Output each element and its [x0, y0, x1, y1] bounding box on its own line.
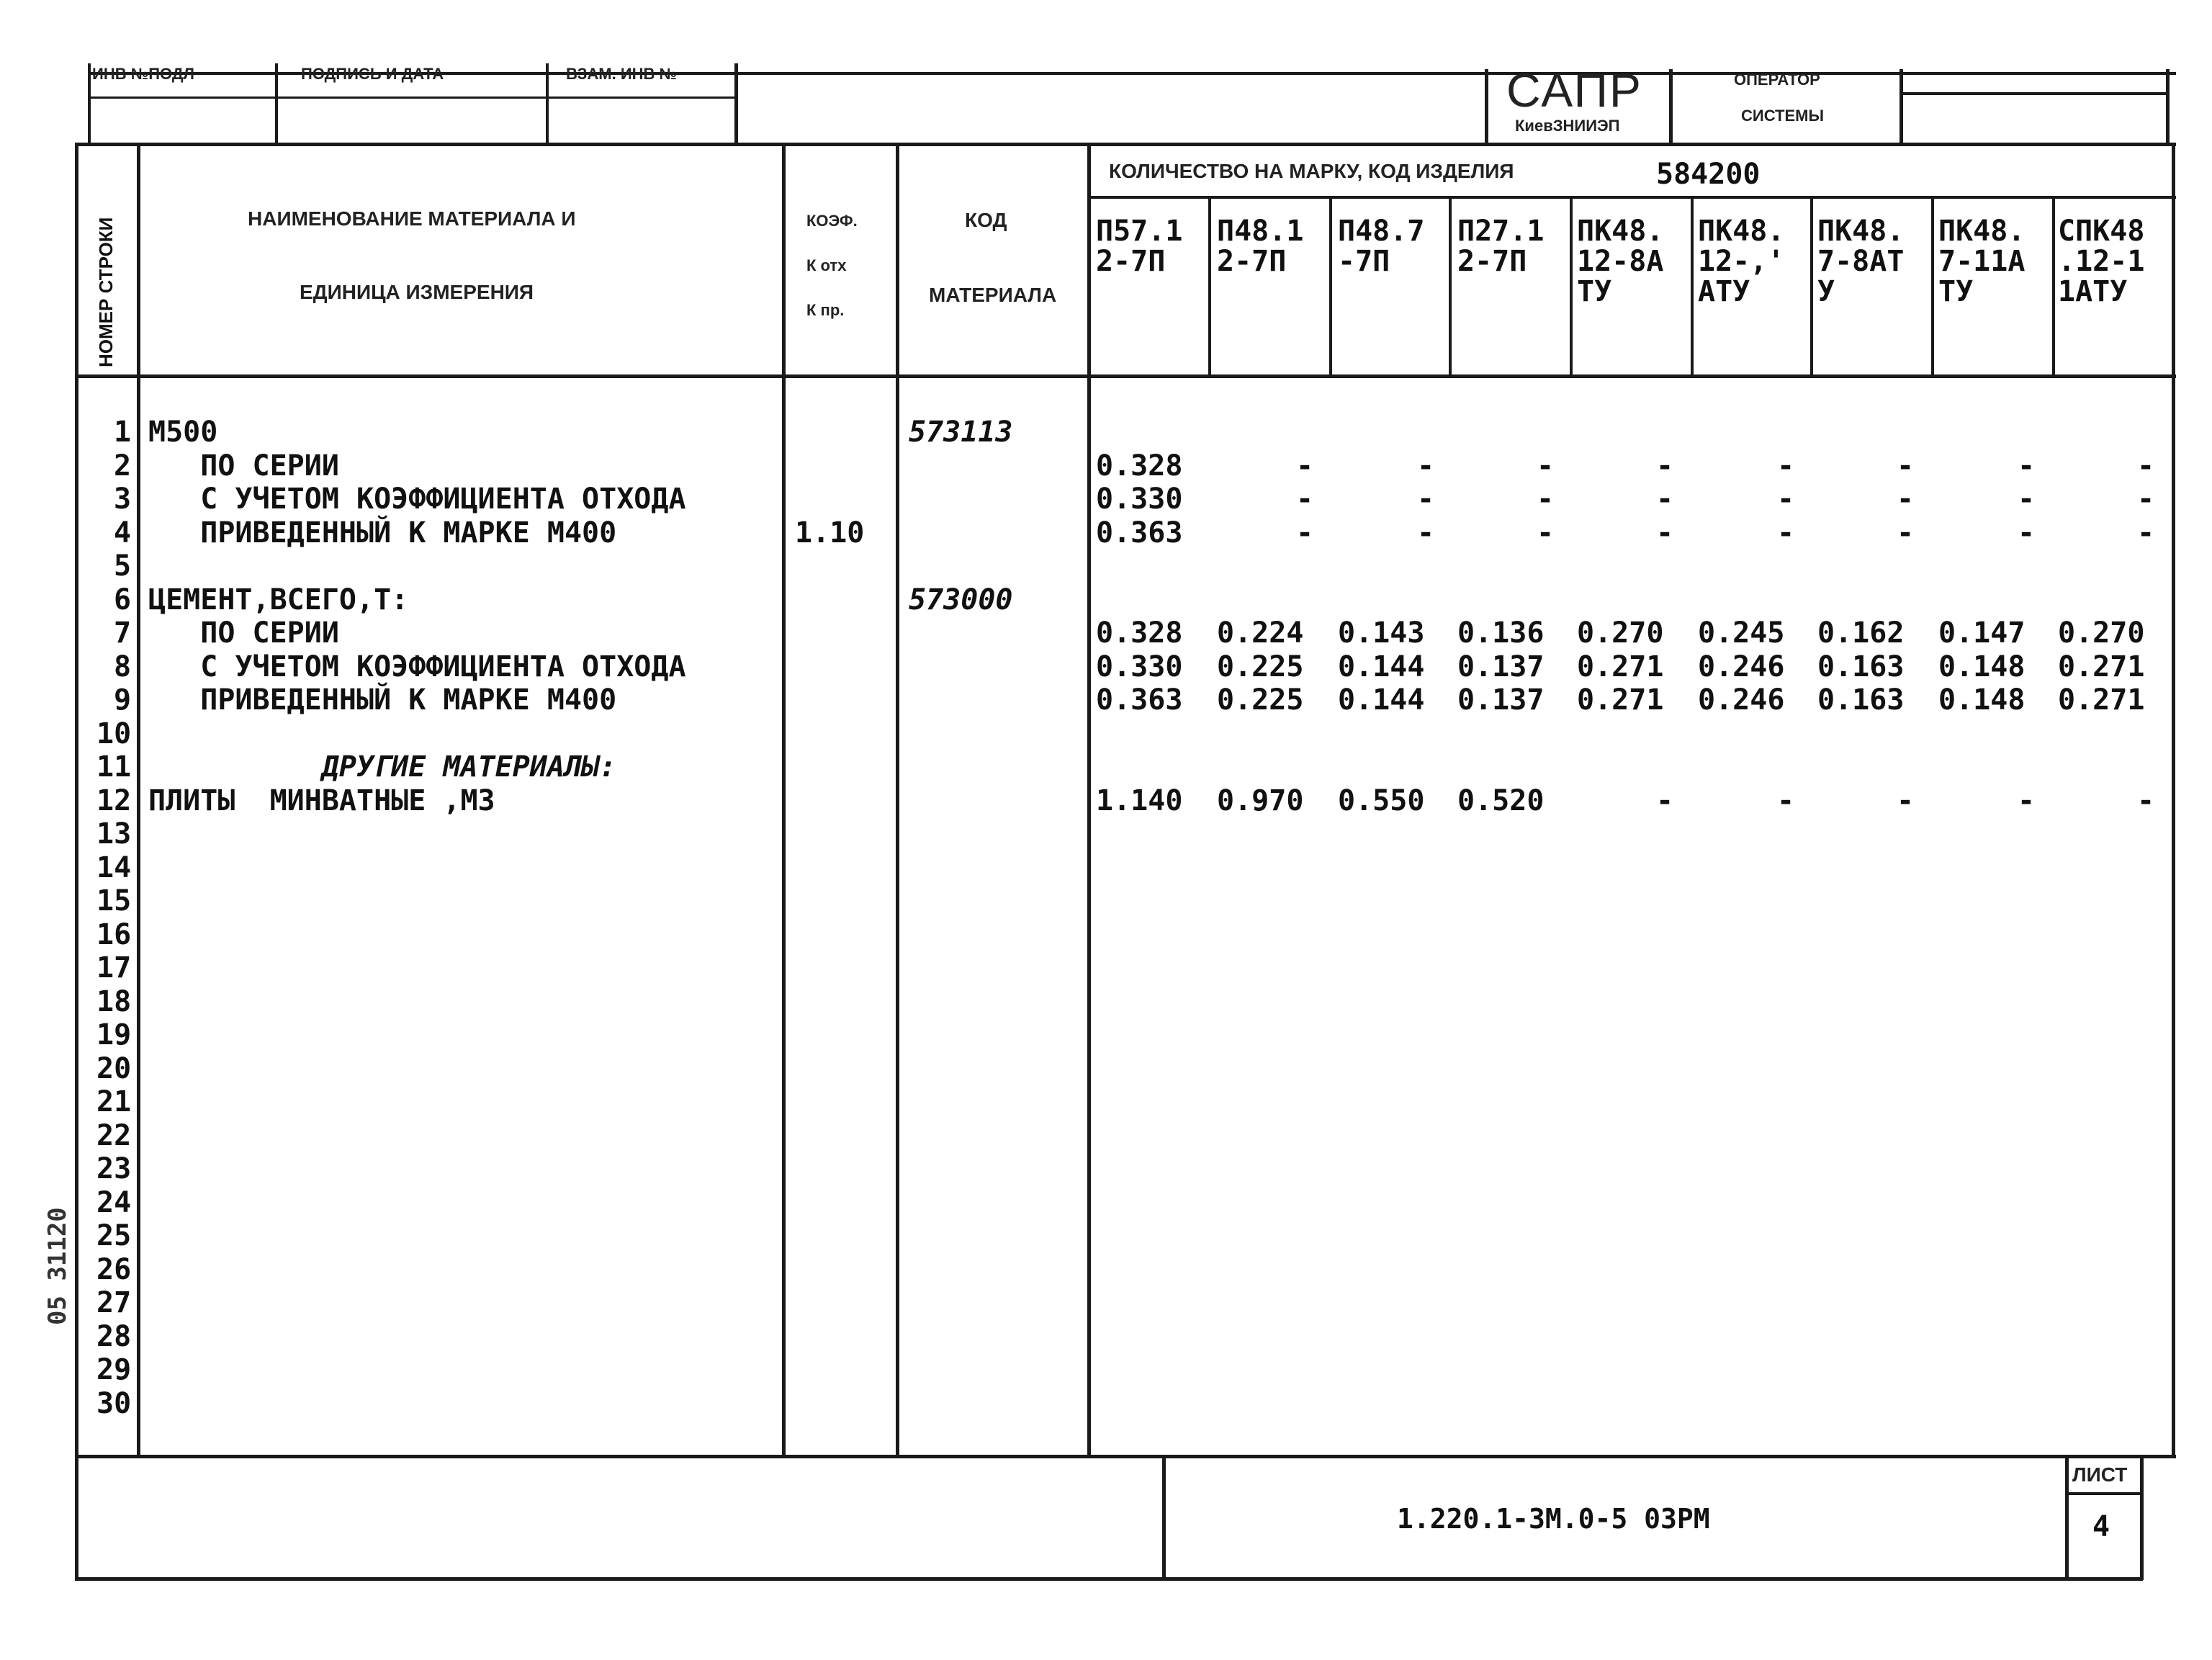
quantity-cell: - [2018, 516, 2036, 549]
brand-header: СПК48 .12-1 1АТУ [2058, 215, 2145, 308]
row-number: 28 [96, 1319, 132, 1353]
header-quantity-label: КОЛИЧЕСТВО НА МАРКУ, КОД ИЗДЕЛИЯ [1109, 160, 1514, 182]
stamp-vzam-inv: ВЗАМ. ИНВ № [566, 65, 678, 83]
header-row-number: НОМЕР СТРОКИ [95, 217, 117, 367]
quantity-cell: 0.246 [1698, 650, 1785, 683]
material-name: С УЧЕТОМ КОЭФФИЦИЕНТА ОТХОДА [148, 650, 686, 683]
brand-header: П27.1 2-7П [1457, 215, 1545, 278]
material-name: ДРУГИЕ МАТЕРИАЛЫ: [148, 750, 617, 784]
quantity-cell: - [1777, 483, 1795, 516]
brand-header: П48.7 -7П [1338, 215, 1425, 278]
quantity-cell: 0.271 [2058, 650, 2145, 683]
stamp-org: КиевЗНИИЭП [1515, 117, 1620, 135]
material-code: 573000 [909, 583, 1013, 616]
quantity-cell: 0.970 [1217, 784, 1304, 817]
quantity-cell: 0.328 [1096, 449, 1183, 483]
koef-value: 1.10 [795, 516, 865, 549]
quantity-cell: 0.271 [1577, 683, 1664, 717]
header-product-code: 584200 [1656, 158, 1761, 191]
row-number: 19 [96, 1018, 132, 1051]
stamp-systems: СИСТЕМЫ [1741, 107, 1825, 125]
sapr-logo: САПР [1506, 63, 1642, 117]
quantity-cell: - [1656, 516, 1674, 549]
row-number: 3 [114, 483, 132, 516]
quantity-cell: - [1417, 449, 1435, 483]
margin-note: 05 31120 [43, 1207, 72, 1325]
material-name: ПРИВЕДЕННЫЙ К МАРКЕ М400 [148, 683, 617, 717]
brand-header: П57.1 2-7П [1096, 215, 1183, 278]
quantity-cell: 0.271 [2058, 683, 2145, 717]
material-name: ПО СЕРИИ [148, 616, 339, 650]
document-code: 1.220.1-3М.0-5 03РМ [1397, 1503, 1710, 1535]
quantity-cell: 0.137 [1457, 650, 1545, 683]
quantity-cell: 0.363 [1096, 683, 1183, 717]
brand-header: ПК48. 12-8А ТУ [1577, 215, 1664, 308]
row-number: 13 [96, 817, 132, 851]
row-number: 27 [96, 1286, 132, 1319]
header-koef-line3: К пр. [806, 301, 845, 319]
row-number: 5 [114, 549, 132, 583]
row-number: 22 [96, 1118, 132, 1152]
row-number: 23 [96, 1152, 132, 1185]
sheet-number: 4 [2092, 1510, 2110, 1543]
quantity-cell: 0.270 [2058, 616, 2145, 650]
quantity-cell: - [1656, 449, 1674, 483]
header-kod-line1: КОД [965, 209, 1007, 231]
quantity-cell: 0.363 [1096, 516, 1183, 549]
row-number: 14 [96, 851, 132, 884]
row-number: 2 [114, 449, 132, 483]
material-name: М500 [148, 416, 218, 449]
row-number: 10 [96, 717, 132, 750]
brand-header: ПК48. 7-11А ТУ [1938, 215, 2026, 308]
row-number: 17 [96, 951, 132, 984]
quantity-cell: 0.270 [1577, 616, 1664, 650]
material-name: С УЧЕТОМ КОЭФФИЦИЕНТА ОТХОДА [148, 483, 686, 516]
quantity-cell: 0.224 [1217, 616, 1304, 650]
row-number: 18 [96, 984, 132, 1018]
row-number: 25 [96, 1219, 132, 1252]
row-number: 8 [114, 650, 132, 683]
brand-header: П48.1 2-7П [1217, 215, 1304, 278]
quantity-cell: 0.136 [1457, 616, 1545, 650]
quantity-cell: - [1897, 449, 1915, 483]
header-material-line1: НАИМЕНОВАНИЕ МАТЕРИАЛА И [248, 207, 576, 230]
quantity-cell: 0.330 [1096, 483, 1183, 516]
quantity-cell: 0.245 [1698, 616, 1785, 650]
quantity-cell: 0.520 [1457, 784, 1545, 817]
row-number: 6 [114, 583, 132, 616]
quantity-cell: 0.148 [1938, 650, 2026, 683]
quantity-cell: - [1777, 784, 1795, 817]
row-number: 15 [96, 884, 132, 918]
brand-header: ПК48. 12-,' АТУ [1698, 215, 1785, 308]
quantity-cell: 0.550 [1338, 784, 1425, 817]
quantity-cell: - [1417, 483, 1435, 516]
quantity-cell: - [2018, 784, 2036, 817]
material-code: 573113 [909, 416, 1013, 449]
quantity-cell: - [1656, 483, 1674, 516]
row-number: 20 [96, 1051, 132, 1085]
sheet-label: ЛИСТ [2072, 1463, 2128, 1486]
quantity-cell: 0.246 [1698, 683, 1785, 717]
quantity-cell: - [1296, 516, 1314, 549]
quantity-cell: - [2137, 449, 2155, 483]
quantity-cell: - [1537, 516, 1555, 549]
row-number: 29 [96, 1353, 132, 1386]
quantity-cell: 0.330 [1096, 650, 1183, 683]
stamp-operator: ОПЕРАТОР [1734, 71, 1820, 89]
row-number: 11 [96, 750, 132, 784]
quantity-cell: - [2137, 516, 2155, 549]
header-koef-line1: КОЭФ. [806, 212, 858, 230]
quantity-cell: - [2018, 483, 2036, 516]
quantity-cell: - [1777, 449, 1795, 483]
quantity-cell: - [1417, 516, 1435, 549]
quantity-cell: 0.137 [1457, 683, 1545, 717]
material-name: ПРИВЕДЕННЫЙ К МАРКЕ М400 [148, 516, 617, 549]
quantity-cell: 0.225 [1217, 683, 1304, 717]
quantity-cell: - [1537, 483, 1555, 516]
row-number: 21 [96, 1085, 132, 1118]
row-number: 16 [96, 918, 132, 951]
stamp-inv-podl: ИНВ №ПОДЛ [92, 65, 194, 83]
row-number: 24 [96, 1185, 132, 1219]
material-name: ПО СЕРИИ [148, 449, 339, 483]
brand-header: ПК48. 7-8АТ У [1817, 215, 1905, 308]
header-koef-line2: К отх [806, 256, 847, 274]
stamp-podpis-data: ПОДПИСЬ И ДАТА [301, 65, 444, 83]
header-material-line2: ЕДИНИЦА ИЗМЕРЕНИЯ [300, 281, 534, 303]
quantity-cell: - [1897, 516, 1915, 549]
material-name: ПЛИТЫ МИНВАТНЫЕ ,М3 [148, 784, 495, 817]
quantity-cell: 0.162 [1817, 616, 1905, 650]
quantity-cell: 0.147 [1938, 616, 2026, 650]
quantity-cell: 0.143 [1338, 616, 1425, 650]
quantity-cell: 0.163 [1817, 650, 1905, 683]
quantity-cell: 0.163 [1817, 683, 1905, 717]
quantity-cell: - [2137, 784, 2155, 817]
quantity-cell: - [1537, 449, 1555, 483]
row-number: 9 [114, 683, 132, 717]
quantity-cell: - [2137, 483, 2155, 516]
quantity-cell: 0.328 [1096, 616, 1183, 650]
row-number: 12 [96, 784, 132, 817]
quantity-cell: - [1897, 483, 1915, 516]
quantity-cell: - [2018, 449, 2036, 483]
quantity-cell: - [1777, 516, 1795, 549]
quantity-cell: - [1897, 784, 1915, 817]
quantity-cell: 0.144 [1338, 650, 1425, 683]
row-number: 1 [114, 416, 132, 449]
row-number: 26 [96, 1252, 132, 1286]
quantity-cell: 0.144 [1338, 683, 1425, 717]
material-name: ЦЕМЕНТ,ВСЕГО,Т: [148, 583, 409, 616]
quantity-cell: 0.271 [1577, 650, 1664, 683]
row-number: 7 [114, 616, 132, 650]
quantity-cell: - [1296, 449, 1314, 483]
quantity-cell: 0.148 [1938, 683, 2026, 717]
row-number: 30 [96, 1386, 132, 1420]
quantity-cell: 0.225 [1217, 650, 1304, 683]
row-number: 4 [114, 516, 132, 549]
quantity-cell: - [1656, 784, 1674, 817]
header-kod-line2: МАТЕРИАЛА [929, 284, 1057, 306]
quantity-cell: 1.140 [1096, 784, 1183, 817]
quantity-cell: - [1296, 483, 1314, 516]
